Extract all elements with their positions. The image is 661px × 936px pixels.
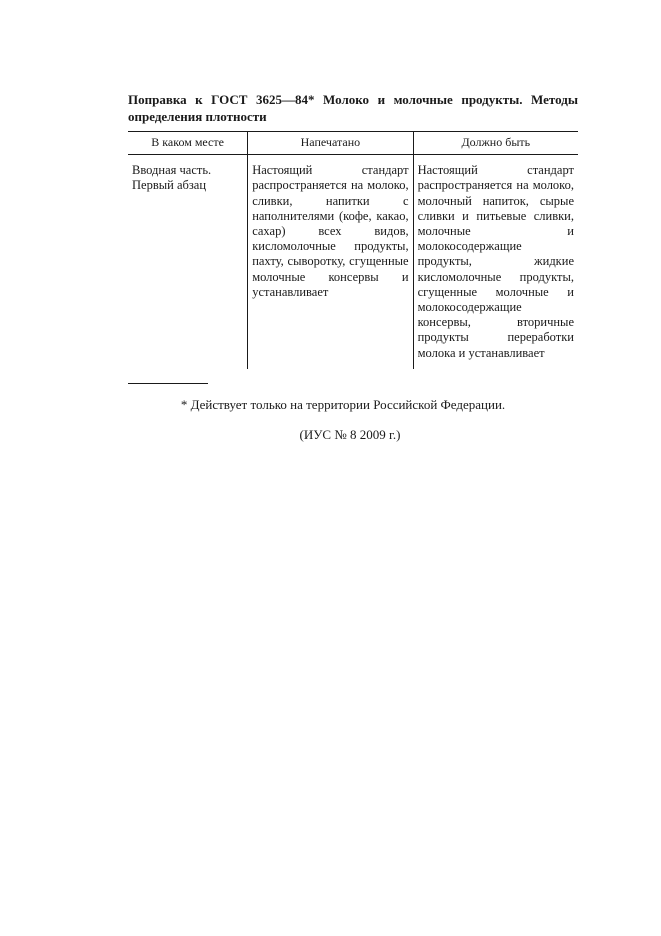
column-header-should-be: Должно быть: [413, 132, 578, 155]
cell-location-text: Вводная часть. Первый абзац: [132, 163, 212, 193]
document-title: Поправка к ГОСТ 3625—84* Молоко и молочные продукты. Методы определения плотности: [128, 92, 578, 124]
table-row: [128, 155, 578, 370]
footnote: * Действует только на территории Российской Федерации.: [180, 397, 506, 413]
document-page: [128, 91, 578, 443]
table-header-row: [128, 132, 578, 155]
cell-location: [128, 155, 248, 370]
column-header-location: В каком месте: [128, 132, 248, 155]
cell-printed-text: Настоящий стандарт распространяется на молоко, сливки, напитки с наполнителями (кофе, какао, сахар) всех видов, кисломолочные продукты, пахту, сыворотку, сгущенные молочные консервы и устанавливает: [252, 163, 409, 299]
cell-printed: [248, 155, 413, 370]
footnote-divider: [128, 383, 208, 384]
amendment-table: [128, 131, 578, 369]
cell-should-be-text: Настоящий стандарт распространяется на молоко, молочный напиток, сырые сливки и питьевые сливки, молочные и молокосодержащие продукты, жидкие кисломолочные продукты, сгущенные молочные и молокосодержащие консервы, вторичные продукты переработки молока и устанавливает: [417, 163, 574, 360]
cell-should-be: [413, 155, 578, 370]
column-header-printed: Напечатано: [248, 132, 413, 155]
source-reference: (ИУС № 8 2009 г.): [299, 427, 401, 443]
